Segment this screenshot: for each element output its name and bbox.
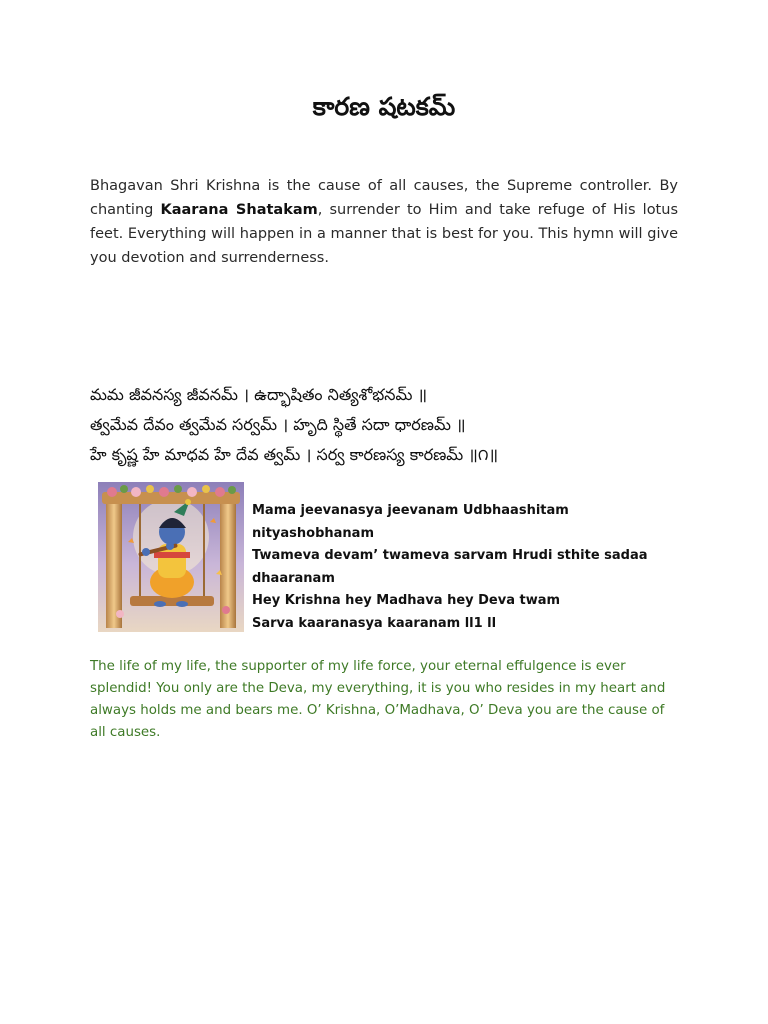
telugu-verse-line-1: మమ జీవనస్య జీవనమ్ । ఉద్భాషితం నిత్యశోభనమ్ ॥ (90, 385, 428, 404)
translit-line-2: Twameva devam’ twameva sarvam Hrudi sthite sadaa dhaaranam (252, 548, 648, 586)
krishna-illustration (98, 482, 244, 632)
verse-meaning: The life of my life, the supporter of my life force, your eternal effulgence is ever splendid! You only are the Deva, my everything, it is you who resides in my heart and always holds me and bears me. O’ Krishna, O’Madhava, O’ Deva you are the cause of all causes. (90, 659, 666, 740)
telugu-verse-line-3: హే కృష్ణ హే మాధవ హే దేవ త్వమ్ । సర్వ కారణస్య కారణమ్ ॥౧॥ (90, 445, 499, 464)
translit-line-3: Hey Krishna hey Madhava hey Deva twam (252, 593, 561, 608)
intro-paragraph (90, 174, 678, 270)
intro-hymn-name: Kaarana Shatakam (160, 202, 318, 218)
telugu-verse-line-2: త్వమేవ దేవం త్వమేవ సర్వమ్ । హృది స్థితే సదా ధారణమ్ ॥ (90, 415, 466, 434)
intro-text-end: , surrender to Him and take refuge of His lotus feet. Everything will happen in a manner that is best for you. This hymn will give you devotion and surrenderness. (90, 202, 678, 266)
intro-text-start: Bhagavan Shri Krishna is the cause of all causes, the Supreme controller. By chanting (90, 178, 678, 218)
translit-line-4: Sarva kaaranasya kaaranam ll1 ll (252, 615, 497, 631)
transliterated-verse (252, 500, 682, 635)
translit-line-1: Mama jeevanasya jeevanam Udbhaashitam nityashobhanam (252, 503, 569, 541)
telugu-verse (90, 380, 690, 470)
page-title: కారణ షటకమ్ (312, 92, 456, 121)
